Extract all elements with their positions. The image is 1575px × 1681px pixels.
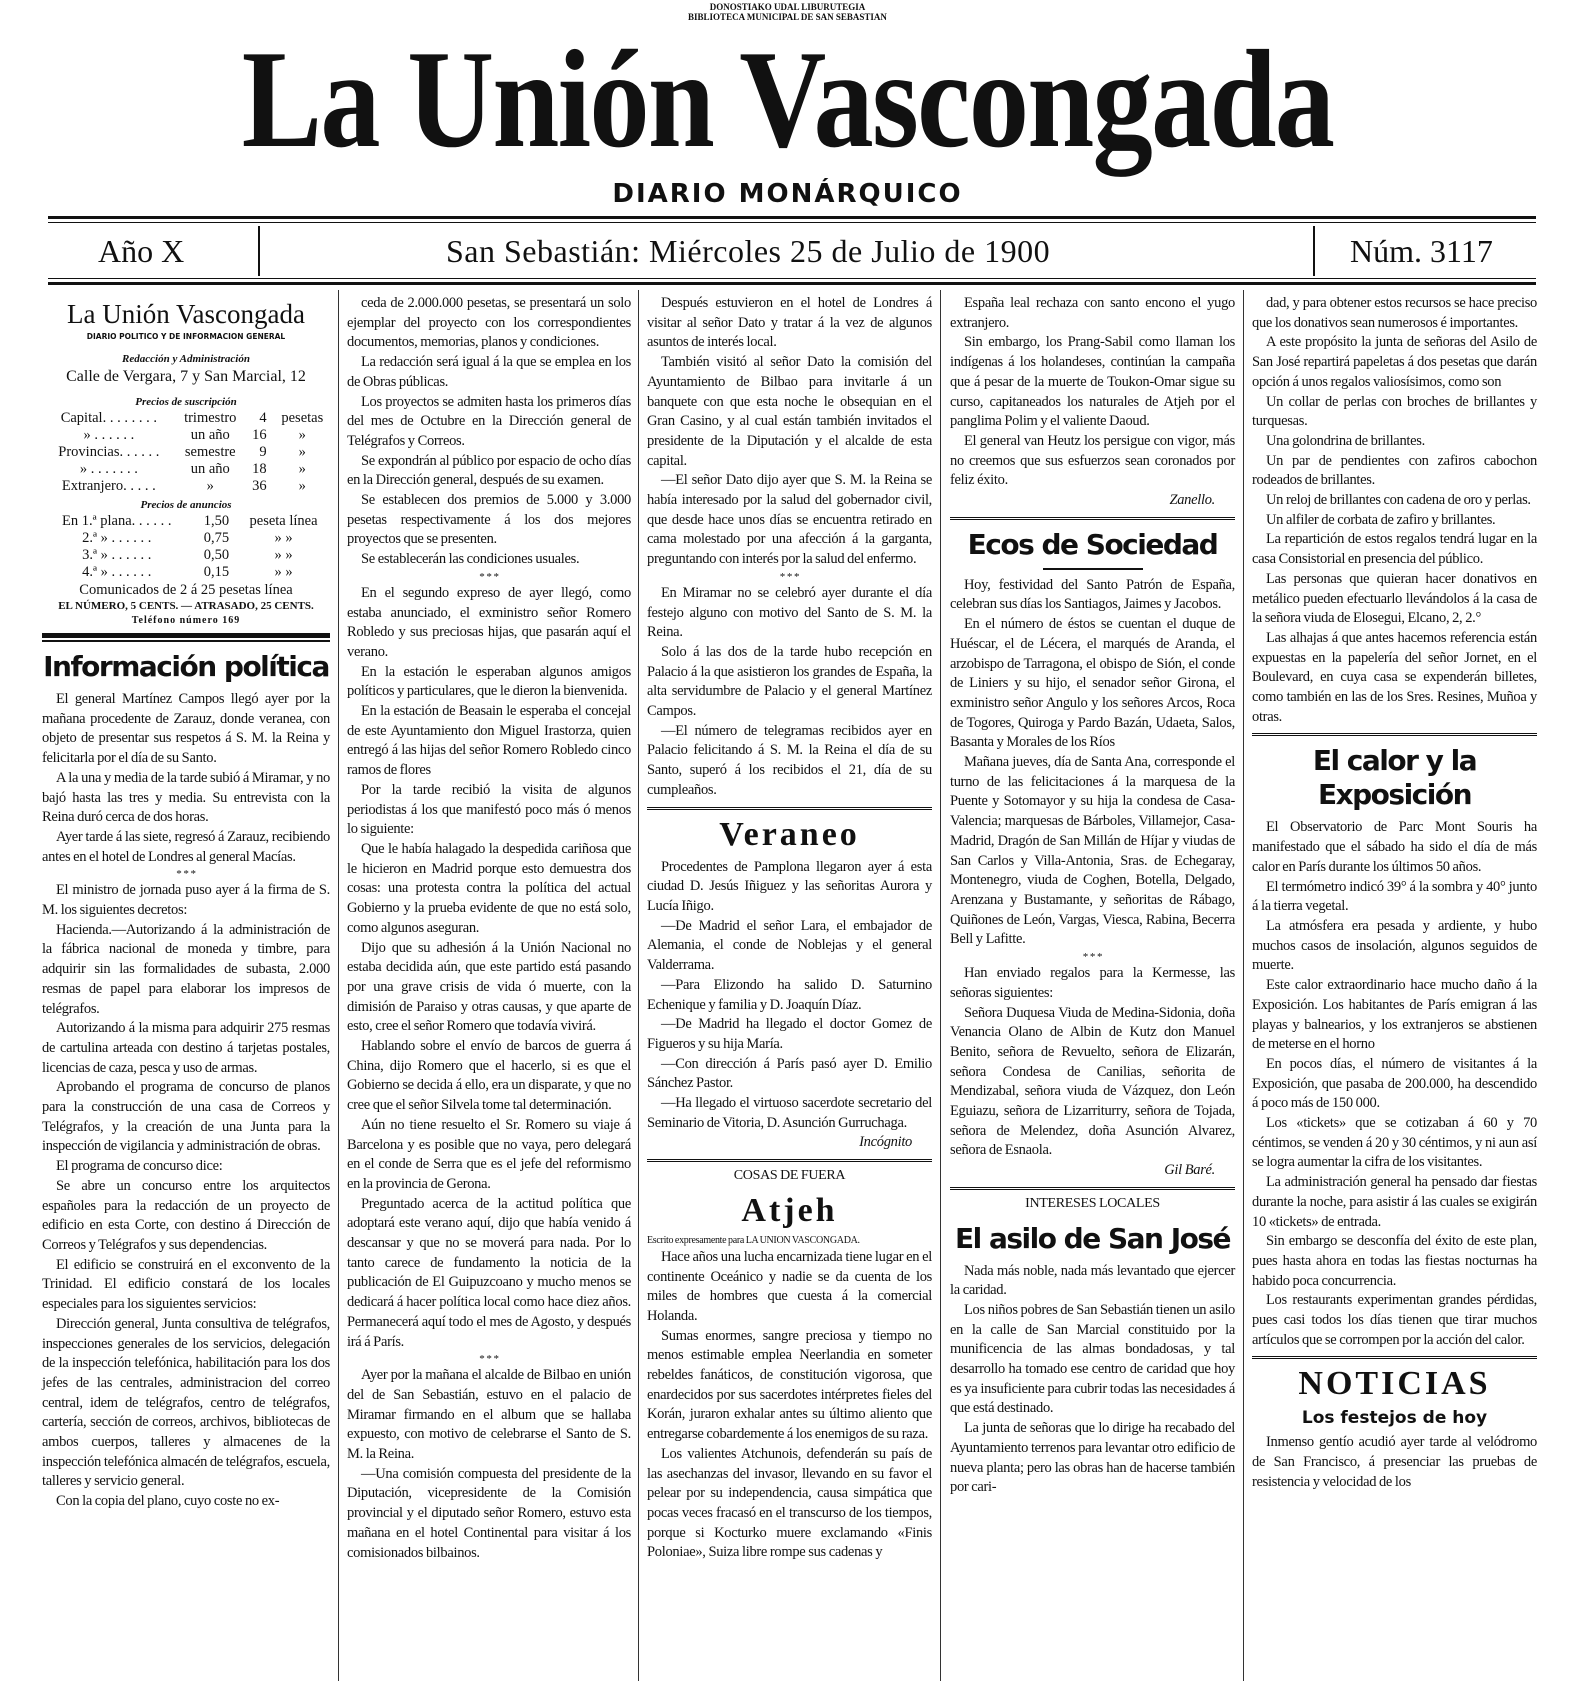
ads-label: Precios de anuncios [140, 499, 232, 511]
paragraph: —Para Elizondo ha salido D. Saturnino Echenique y familia y D. Joaquín Díaz. [647, 976, 932, 1013]
divider [950, 517, 1235, 520]
divider [48, 282, 1536, 285]
paragraph: En el segundo expreso de ayer llegó, como estaba anunciado, el exministro señor Romero Robledo y sus preciosas hijas, que pasarán aquí el verano. [347, 584, 631, 660]
paragraph: Se establecen dos premios de 5.000 y 3.000 pesetas respectivamente á los dos mejores proyectos que se presenten. [347, 492, 631, 548]
paragraph: —De Madrid ha llegado el doctor Gomez de Figueros y su hija María. [647, 1016, 932, 1052]
paragraph: La atmósfera era pesada y ardiente, y hubo muchos casos de insolación, algunos seguidos de muerte. [1252, 917, 1537, 974]
ad-price-row-cell: 0,15 [203, 564, 230, 580]
paragraph: La redacción será igual á la que se emplea en los de Obras públicas. [347, 354, 631, 390]
article-heading: Veraneo [719, 815, 860, 853]
divider [1252, 1356, 1537, 1359]
paragraph: Después estuvieron en el hotel de Londres á visitar al señor Dato y tratar á la vez de algunos asuntos de interés local. [647, 295, 932, 351]
paragraph: Autorizando á la misma para adquirir 275 resmas de cartulina arteada con destino á tarjetas postales, licencias de caza, pesca y uso de armas. [42, 1020, 330, 1076]
phone-number: Teléfono número 169 [131, 615, 241, 626]
subscription-table [42, 410, 330, 495]
article-subheading: Los festejos de hoy [1301, 1408, 1488, 1429]
paragraph: Señora Duquesa Viuda de Medina-Sidonia, doña Venancia Olano de Albin de Kutz don Manuel Benito, señora de Revuelto, señora de Elizarán, señora Condesa de Canilias, señorita de Mendizabal, señora viuda de Vázquez, don León Eguiazu, señora de Lizarriturry, señora de Tojada, señora de Melendez, doña Asunción Alvarez, señora de Esnaola. [950, 1004, 1235, 1159]
paragraph: Sumas enormes, sangre preciosa y tiempo no menos estimable emplea Neerlandia en someter rebeldes fanáticos, de constitución vigorosa, que enardecidos por sus sacerdotes intérpretes fieles del Korán, juraron exhalar antes su último aliento que entregarse cobardemente á los enemigos de su raza. [647, 1327, 932, 1443]
paragraph: Los valientes Atchunois, defenderán su país de las asechanzas del invasor, llevando en su favor el pelear por su independencia, causa simpática que pocas veces fracasó en el transcurso de los tiempos, porque si Kocturko muere exclamando «Finis Poloniae», Suiza libre rompe sus cadenas y [647, 1445, 932, 1561]
paragraph: El general van Heutz los persigue con vigor, más no creemos que sus esfuerzos sean coronados por feliz éxito. [950, 432, 1235, 489]
divider [647, 807, 932, 810]
paragraph: Procedentes de Pamplona llegaron ayer á esta ciudad D. Jesús Iñiguez y las señoritas Aurora y Lucía Iñigo. [647, 858, 932, 914]
subscription-row-cell: » . . . . . . [83, 427, 135, 443]
column-3 [647, 294, 932, 1563]
subscription-label: Precios de suscripción [135, 396, 237, 408]
subscription-row-cell: 18 [252, 461, 267, 477]
asterism-separator: * * * [479, 1353, 499, 1366]
paragraph: Ayer tarde á las siete, regresó á Zarauz, recibiendo antes en el hotel de Londres al general Macías. [42, 828, 330, 865]
paragraph: Ayer por la mañana el alcalde de Bilbao en unión del de San Sebastián, estuvo en el palacio de Miramar firmando en el album que se hallaba expuesto, con motivo de celebrarse el Santo de S. M. la Reina. [347, 1367, 631, 1463]
paragraph: Mañana jueves, día de Santa Ana, corresponde el turno de las felicitaciones á la marquesa de la Puente y Sotomayor y su hija la condesa de Casa-Valencia; marquesas de Bárboles, Villamejor, Casa-Madrid, Dragón de San Millán de Híjar y viudas de San Carlos y Villa-Antonia, Sras. de Echegaray, Montenegro, viuda de Coghen, Botella, Delgado, Arenzana y Bustamante, y señoritas de Rábago, Quiñones de León, Vargas, Viesca, Rabina, Becerra Bell y Lafitte. [950, 754, 1235, 948]
divider [647, 1159, 932, 1162]
article-heading: Información política [43, 650, 329, 683]
paragraph: —Ha llegado el virtuoso sacerdote secretario del Seminario de Vitoria, D. Asunción Gurruchaga. [647, 1095, 932, 1131]
paragraph: En la estación de Beasain le esperaba el concejal de este Ayuntamiento don Miguel Irastorza, quien entregó á las hijas del señor Romero Robledo cinco ramos de flores [347, 703, 631, 779]
paragraph: El termómetro indicó 39° á la sombra y 40° junto á la tierra vegetal. [1252, 878, 1537, 915]
column-4 [950, 294, 1235, 1498]
library-stamp: DONOSTIAKO UDAL LIBURUTEGIA BIBLIOTECA MUNICIPAL DE SAN SEBASTIAN [688, 2, 887, 22]
column-1 [42, 294, 330, 1512]
paragraph: Hace años una lucha encarnizada tiene lugar en el continente Oceánico y nadie se da cuenta de los miles de hombres que cuesta á la comercial Holanda. [647, 1248, 932, 1324]
article-signature: Gil Baré. [1164, 1162, 1215, 1179]
paragraph: Sin embargo, los Prang-Sabil como llaman los indígenas á los holandeses, continúan la campaña que á pesar de la muerte de Toukon-Omar sigue su curso, capitaneados los naturales de Atjeh por el panglima Polim y el valiente Daoud. [950, 334, 1235, 430]
paragraph: —Una comisión compuesta del presidente de la Diputación, vicepresidente de la Comisión provincial y el diputado señor Romero, estuvo esta mañana en el hotel Continental para visitar á los comisionados bilbainos. [347, 1465, 631, 1561]
article-note: Escrito expresamente para LA UNION VASCONGADA. [647, 1234, 860, 1246]
asterism-separator: * * * [479, 570, 499, 583]
paragraph: La administración general ha pensado dar fiestas durante la noche, para asistir á las cuales se exigirán 10 «tickets» de entrada. [1252, 1174, 1537, 1230]
column-rule [338, 290, 339, 1681]
column-rule [940, 290, 941, 1681]
paragraph: Inmenso gentío acudió ayer tarde al velódromo de San Francisco, á presenciar las pruebas de resistencia y velocidad de los [1252, 1434, 1537, 1490]
divider [48, 278, 1536, 279]
info-box [42, 298, 330, 642]
subscription-row [42, 478, 330, 495]
paragraph: La junta de señoras que lo dirige ha recabado del Ayuntamiento terrenos para levantar otro edificio de nueva planta; pero las obras han de hacerse también por cari- [950, 1420, 1235, 1496]
paragraph: —De Madrid el señor Lara, el embajador de Alemania, el conde de Noblejas y el general Valderrama. [647, 917, 932, 974]
paragraph: A la una y media de la tarde subió á Miramar, y no bajó hasta las tres y media. Su entrevista con la Reina duró cerca de dos horas. [42, 769, 330, 826]
ad-price-row-cell: 4.ª » . . . . . . [82, 564, 152, 580]
paragraph: Los proyectos se admiten hasta los primeros días del mes de Octubre en la Dirección general de Telégrafos y Correos. [347, 393, 631, 449]
ad-price-row [42, 513, 330, 530]
article-heading: Atjeh [741, 1191, 838, 1229]
paragraph: Sin embargo se desconfía del éxito de este plan, pues hasta ahora en todas las fiestas nocturnas ha habido poca concurrencia. [1252, 1233, 1537, 1289]
ad-price-row-cell: 2.ª » . . . . . . [82, 530, 152, 546]
paragraph: Han enviado regalos para la Kermesse, las señoras siguientes: [950, 965, 1235, 1001]
paragraph: En pocos días, el número de visitantes á la Exposición, que pasaba de 200.000, ha descendido á poco más de 150 000. [1252, 1055, 1537, 1112]
ad-price-row-cell: peseta línea [249, 513, 318, 529]
article-heading: El asilo de San José [954, 1221, 1231, 1255]
paragraph: Nada más noble, nada más levantado que ejercer la caridad. [950, 1262, 1235, 1299]
subscription-row-cell: trimestro [184, 410, 237, 426]
address: Calle de Vergara, 7 y San Marcial, 12 [66, 368, 306, 385]
paragraph: A este propósito la junta de señoras del Asilo de San José repartirá papeletas á dos pesetas que darán opción á unos regalos valiosísimos, como son [1252, 334, 1537, 390]
column-rule [638, 290, 639, 1681]
subscription-row [42, 444, 330, 461]
paragraph: Las personas que quieran hacer donativos en metálico pueden efectuarlo llevándolos á la casa de la señora viuda de Elosegui, Elcano, 2, 2.° [1252, 570, 1537, 627]
subscription-row-cell: Provincias. . . . . . [58, 444, 160, 460]
ad-price-row-cell: » » [274, 564, 293, 580]
office-label: Redacción y Administración [122, 353, 250, 365]
ad-price-row-cell: » » [274, 547, 293, 563]
subscription-row-cell: pesetas [281, 410, 324, 426]
paragraph: España leal rechaza con santo encono el yugo extranjero. [950, 295, 1235, 331]
subscription-row-cell: » [298, 478, 306, 494]
paragraph: Este calor extraordinario hace mucho daño á la Exposición. Los habitantes de París emigran á las playas y balnearios, y los extranjeros se abstienen de meterse en el horno [1252, 977, 1537, 1053]
divider [1043, 568, 1143, 570]
paragraph: También visitó al señor Dato la comisión del Ayuntamiento de Bilbao para invitarle á un banquete con que esta noche le obsequian en el Gran Casino, y al cual están también invitados el presidente de la Diputación y el alcalde de esta capital. [647, 354, 932, 469]
paragraph: ceda de 2.000.000 pesetas, se presentará un solo ejemplar del proyecto con los correspondientes documentos, memorias, planos y condiciones. [347, 295, 631, 351]
issue-price: EL NÚMERO, 5 CENTS. — ATRASADO, 25 CENTS. [58, 600, 314, 612]
paragraph: —El señor Dato dijo ayer que S. M. la Reina se había interesado por la salud del gobernador civil, que desde hace unos días se encuentra retirado en cama molestado por una afección á la garganta, preguntando con interés por la salud del enfermo. [647, 472, 932, 568]
communicated-prices: Comunicados de 2 á 25 pesetas línea [79, 582, 293, 598]
paragraph: Un collar de perlas con broches de brillantes y turquesas. [1252, 393, 1537, 430]
subscription-row-cell: Extranjero. . . . . [61, 478, 156, 494]
paragraph: En el número de éstos se cuentan el duque de Huéscar, el de Lécera, el marqués de Aranda, el arzobispo de Tarragona, el obispo de Sión, el conde de Liniers y su hijo, el senador señor Girona, el exministro señor Angulo y los señores Arcos, Roca de Togores, Quiroga y Pardo Bazán, Udaeta, Salos, Basanta y Morales de los Ríos [950, 616, 1235, 751]
divider [258, 226, 260, 276]
paragraph: Solo á las dos de la tarde hubo recepción en Palacio á la que asistieron los grandes de España, la alta servidumbre de Palacio y el general Martínez Campos. [647, 643, 932, 720]
paragraph: Hacienda.—Autorizando á la administración de la fábrica nacional de moneda y timbre, para adquirir sin las formalidades de subasta, 2.000 resmas de papel para elaborar los impresos de telégrafos. [42, 921, 330, 1017]
section-kicker: COSAS DE FUERA [733, 1168, 846, 1184]
ads-table [42, 513, 330, 581]
paragraph: Preguntado acerca de la actitud política que adoptará este verano aquí, dijo que había venido á descansar y que no se moverá para nada. Por lo tanto carece de fundamento la noticia de la publicación de El Guipuzcoano y mucho menos se dedicará á hacer política local como hace diez años. Permanecerá aquí todo el mes de Agosto, y después irá á París. [347, 1195, 631, 1350]
paragraph: Se establecerán las condiciones usuales. [361, 551, 580, 568]
paragraph: —El número de telegramas recibidos ayer en Palacio felicitando á S. M. la Reina el día de su Santo, superó á los recibidos el 21, día de su cumpleaños. [647, 722, 932, 798]
column-rule [1243, 290, 1244, 1681]
paragraph: Un reloj de brillantes con cadena de oro y perlas. [1266, 492, 1531, 509]
year-label: Año X [98, 233, 185, 269]
subscription-row-cell: » [298, 444, 306, 460]
section-kicker: INTERESES LOCALES [1025, 1195, 1160, 1211]
divider [48, 222, 1536, 223]
subscription-row-cell: 4 [259, 410, 267, 426]
paragraph: El programa de concurso dice: [56, 1158, 223, 1175]
asterism-separator: * * * [176, 868, 196, 881]
asterism-separator: * * * [1082, 951, 1103, 964]
date-bar [48, 226, 1536, 276]
article-signature: Incógnito [859, 1134, 912, 1151]
subscription-row-cell: » [206, 478, 214, 494]
issue-number: Núm. 3117 [1350, 233, 1493, 269]
divider [42, 633, 330, 642]
column-5 [1252, 294, 1537, 1493]
paragraph: Los niños pobres de San Sebastián tienen un asilo en la calle de San Marcial constituido por la munificencia de las almas bondadosas, y tal desarrollo ha tomado ese centro de caridad que hoy es ya insuficiente para cubrir todas las necesidades á que está destinado. [950, 1301, 1235, 1417]
paragraph: En la estación le esperaban algunos amigos políticos y particulares, que le dieron la bienvenida. [347, 663, 631, 700]
paragraph: El edificio se construirá en el exconvento de la Trinidad. El edificio constará de los locales especiales para los siguientes servicios: [42, 1256, 330, 1313]
divider [950, 1187, 1235, 1190]
subscription-row [42, 410, 330, 427]
subscription-row-cell: Capital. . . . . . . . [60, 410, 157, 426]
paragraph: Con la copia del plano, cuyo coste no ex- [56, 1493, 280, 1510]
paragraph: —Con dirección á París pasó ayer D. Emilio Sánchez Pastor. [647, 1055, 932, 1092]
paragraph: El ministro de jornada puso ayer á la firma de S. M. los siguientes decretos: [42, 882, 330, 919]
article-heading: NOTICIAS [1298, 1365, 1491, 1403]
divider [48, 216, 1536, 219]
info-box-title: La Unión Vascongada [67, 299, 305, 329]
subscription-row-cell: » [298, 427, 306, 443]
subscription-row [42, 427, 330, 444]
ad-price-row [42, 530, 330, 547]
newspaper-subtitle: DIARIO MONÁRQUICO [612, 179, 963, 209]
paragraph: Por la tarde recibió la visita de algunos periodistas á los que manifestó poco más ó menos lo siguiente: [347, 781, 631, 838]
asterism-separator: * * * [779, 570, 800, 583]
ad-price-row [42, 547, 330, 564]
subscription-row-cell: un año [190, 461, 230, 477]
ad-price-row-cell: 1,50 [203, 513, 230, 529]
ad-price-row-cell: En 1.ª plana. . . . . . [62, 513, 172, 529]
subscription-row-cell: un año [190, 427, 230, 443]
paragraph: El general Martínez Campos llegó ayer por la mañana procedente de Zarauz, donde veranea, con objeto de presentar sus respetos á S. M. la Reina y felicitarla por el día de su Santo. [42, 691, 330, 767]
article-heading: El calor y la Exposición [1312, 744, 1477, 812]
paragraph: Los «tickets» que se cotizaban á 60 y 70 céntimos, se venden á 20 y 30 céntimos, y ni aun así se logra aumentar la cifra de los visitantes. [1252, 1115, 1537, 1171]
info-box-subtitle: DIARIO POLITICO Y DE INFORMACION GENERAL [86, 332, 286, 341]
paragraph: Hablando sobre el envío de barcos de guerra á China, dijo Romero que el hacerlo, si es que el Gobierno se decida á ello, era un disparate, y que no cree que el señor Silvela tome tal determinación. [347, 1038, 631, 1114]
ad-price-row-cell: 3.ª » . . . . . . [82, 547, 152, 563]
paragraph: Que le había halagado la despedida cariñosa que le hicieron en Madrid porque esto demuestra dos cosas: una protesta contra la política del actual Gobierno y la prueba evidente de que no está solo, como algunos aseguran. [347, 840, 631, 936]
paragraph: Dirección general, Junta consultiva de telégrafos, inspecciones generales de los servicios, delegación de la inspección telefónica, habilitación para los dos jefes de las centrales, administracion del correo central, idem de telégrafos, centro de telégrafos, cartería, sección de correos, archivos, bibliotecas de ambos cuerpos, talleres y almacenes de la inspección telefónica almacén de telégrafos, escuela, talleres y servicio general. [42, 1315, 330, 1490]
newspaper-title: La Unión Vascongada [241, 22, 1334, 177]
subscription-row-cell: » [298, 461, 306, 477]
paragraph: Un par de pendientes con zafiros cabochon rodeados de brillantes. [1252, 452, 1537, 489]
paragraph: Se abre un concurso entre los arquitectos españoles para la redacción de un proyecto de edificio en esta Corte, con destino á Dirección de Correos y Telégrafos y sus dependencias. [42, 1177, 330, 1253]
paragraph: Dijo que su adhesión á la Unión Nacional no estaba decidida aún, que este partido está pasando por una grave crisis de vida ó muerte, con la dimisión de Paraiso y otras causas, y que aparte de esto, cree el señor Romero que todavía vivirá. [347, 939, 631, 1035]
paragraph: dad, y para obtener estos recursos se hace preciso que los donativos sean numerosos é importantes. [1252, 295, 1537, 331]
subscription-row-cell: 36 [252, 478, 267, 494]
divider [1252, 733, 1537, 736]
subscription-row-cell: » . . . . . . . [79, 461, 138, 477]
issue-date: San Sebastián: Miércoles 25 de Julio de 1900 [446, 233, 1051, 269]
paragraph: Las alhajas á que antes hacemos referencia están expuestas en la papelería del señor Jornet, en el Boulevard, en cuya casa se expenderán billetes, como también en las de los Sres. Resines, Muñoa y otras. [1252, 629, 1537, 725]
paragraph: Un alfiler de corbata de zafiro y brillantes. [1266, 511, 1496, 528]
paragraph: La repartición de estos regalos tendrá lugar en la casa Consistorial en presencia del público. [1252, 531, 1537, 568]
ad-price-row-cell: 0,75 [203, 530, 230, 546]
paragraph: El Observatorio de Parc Mont Souris ha manifestado que el sábado ha sido el día de más calor en París durante los últimos 50 años. [1252, 819, 1537, 875]
column-2 [347, 294, 631, 1563]
paragraph: En Miramar no se celebró ayer durante el día festejo alguno con motivo del Santo de S. M. la Reina. [647, 584, 932, 641]
subscription-row [42, 461, 330, 478]
paragraph: Los restaurants experimentan grandes pérdidas, pues casi todos los días tienen que tirar muchos artículos que se corrompen por la acción del calor. [1252, 1292, 1537, 1348]
paragraph: Aprobando el programa de concurso de planos para la construcción de una casa de Correos y Telégrafos, y la creación de una Junta para la inspección de vigilancia y administración de obras. [42, 1079, 330, 1155]
ad-price-row-cell: » » [274, 530, 293, 546]
paragraph: Hoy, festividad del Santo Patrón de España, celebran sus días los Santiagos, Jaimes y Jacobos. [950, 576, 1235, 613]
ad-price-row [42, 564, 330, 581]
paragraph: Una golondrina de brillantes. [1266, 432, 1425, 449]
paragraph: Aún no tiene resuelto el Sr. Romero su viaje á Barcelona y es posible que no vaya, pero delegará en el conde de Serra que es el jefe del reformismo en la provincia de Gerona. [347, 1116, 631, 1192]
subscription-row-cell: semestre [184, 444, 236, 460]
divider [1313, 226, 1315, 276]
paragraph: Se expondrán al público por espacio de ocho días en la Dirección general, después de su examen. [347, 452, 631, 489]
subscription-row-cell: 16 [252, 427, 267, 443]
ad-price-row-cell: 0,50 [203, 547, 230, 563]
subscription-row-cell: 9 [259, 444, 267, 460]
article-heading: Ecos de Sociedad [967, 527, 1218, 561]
article-signature: Zanello. [1169, 492, 1215, 509]
